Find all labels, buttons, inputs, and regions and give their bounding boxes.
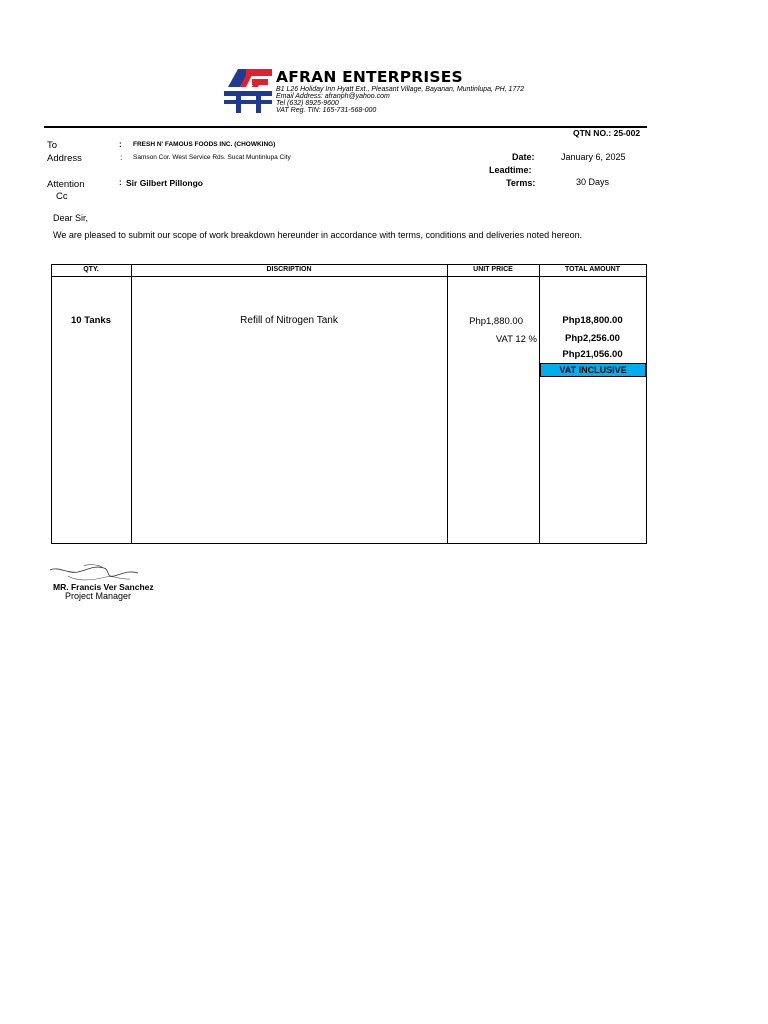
company-name: AFRAN ENTERPRISES: [276, 68, 463, 86]
to-value: FRESH N' FAMOUS FOODS INC. (CHOWKING): [133, 141, 276, 148]
date-label: Date:: [512, 152, 535, 162]
terms-label: Terms:: [506, 178, 536, 188]
table-left-border: [51, 264, 52, 544]
table-bottom-border: [51, 543, 647, 544]
row-qty: 10 Tanks: [71, 315, 111, 326]
row-vat-amount: Php2,256.00: [565, 333, 620, 344]
table-col-divider-1: [131, 264, 132, 544]
address-value: Samson Cor. West Service Rds. Sucat Muntinlupa City: [133, 154, 291, 161]
table-top-border: [51, 264, 647, 265]
date-value: January 6, 2025: [561, 152, 626, 162]
table-col-divider-3: [539, 264, 540, 544]
header-total-amount: TOTAL AMOUNT: [565, 266, 620, 273]
to-label: To: [47, 140, 58, 151]
attention-value: Sir Gilbert Pillongo: [126, 178, 203, 188]
row-subtotal: Php18,800.00: [562, 315, 623, 326]
row-unit-price: Php1,880.00: [469, 316, 523, 327]
letter-greeting: Dear Sir,: [53, 213, 89, 223]
signature-image: [48, 562, 148, 584]
company-email: Email Address: afranph@yahoo.com: [276, 93, 390, 100]
vat-inclusive-badge: VAT INCLUSIVE: [540, 363, 646, 377]
table-right-border: [646, 264, 647, 544]
logo-post-1: [236, 91, 241, 113]
signatory-title: Project Manager: [65, 591, 132, 601]
header-rule: [44, 126, 647, 128]
logo-blue-bar: [224, 91, 272, 96]
table-header-border: [51, 276, 647, 277]
to-colon: :: [119, 140, 122, 149]
header-qty: QTY.: [83, 266, 99, 273]
header-unit-price: UNIT PRICE: [473, 266, 513, 273]
company-tel: Tel (632) 8925-9600: [276, 100, 339, 107]
letter-body: We are pleased to submit our scope of work breakdown hereunder in accordance with terms, conditions and deliveries noted hereon.: [53, 230, 583, 240]
logo-blue-bar-low: [224, 100, 272, 104]
company-address: B1 L26 Holiday Inn Hyatt Ext., Pleasant Village, Bayanan, Muntinlupa, PH, 1772: [276, 86, 525, 93]
logo-post-2: [256, 91, 261, 113]
address-colon: :: [120, 153, 123, 162]
cc-label: Cc: [56, 191, 68, 202]
attention-label: Attention: [47, 179, 85, 190]
company-logo: [222, 67, 274, 117]
leadtime-label: Leadtime:: [489, 165, 532, 175]
row-description: Refill of Nitrogen Tank: [240, 315, 338, 326]
attention-colon: :: [119, 178, 122, 187]
company-tin: VAT Reg. TIN: 165-731-568-000: [276, 107, 377, 114]
terms-value: 30 Days: [576, 177, 610, 187]
qtn-number: QTN NO.: 25-002: [573, 128, 641, 138]
logo-gap: [224, 107, 272, 113]
row-grand-total: Php21,056.00: [562, 349, 623, 360]
row-vat-label: VAT 12 %: [495, 334, 537, 345]
signatory-name: MR. Francis Ver Sanchez: [53, 582, 154, 592]
address-label: Address: [47, 153, 82, 164]
header-description: DISCRIPTION: [266, 266, 312, 273]
table-col-divider-2: [447, 264, 448, 544]
